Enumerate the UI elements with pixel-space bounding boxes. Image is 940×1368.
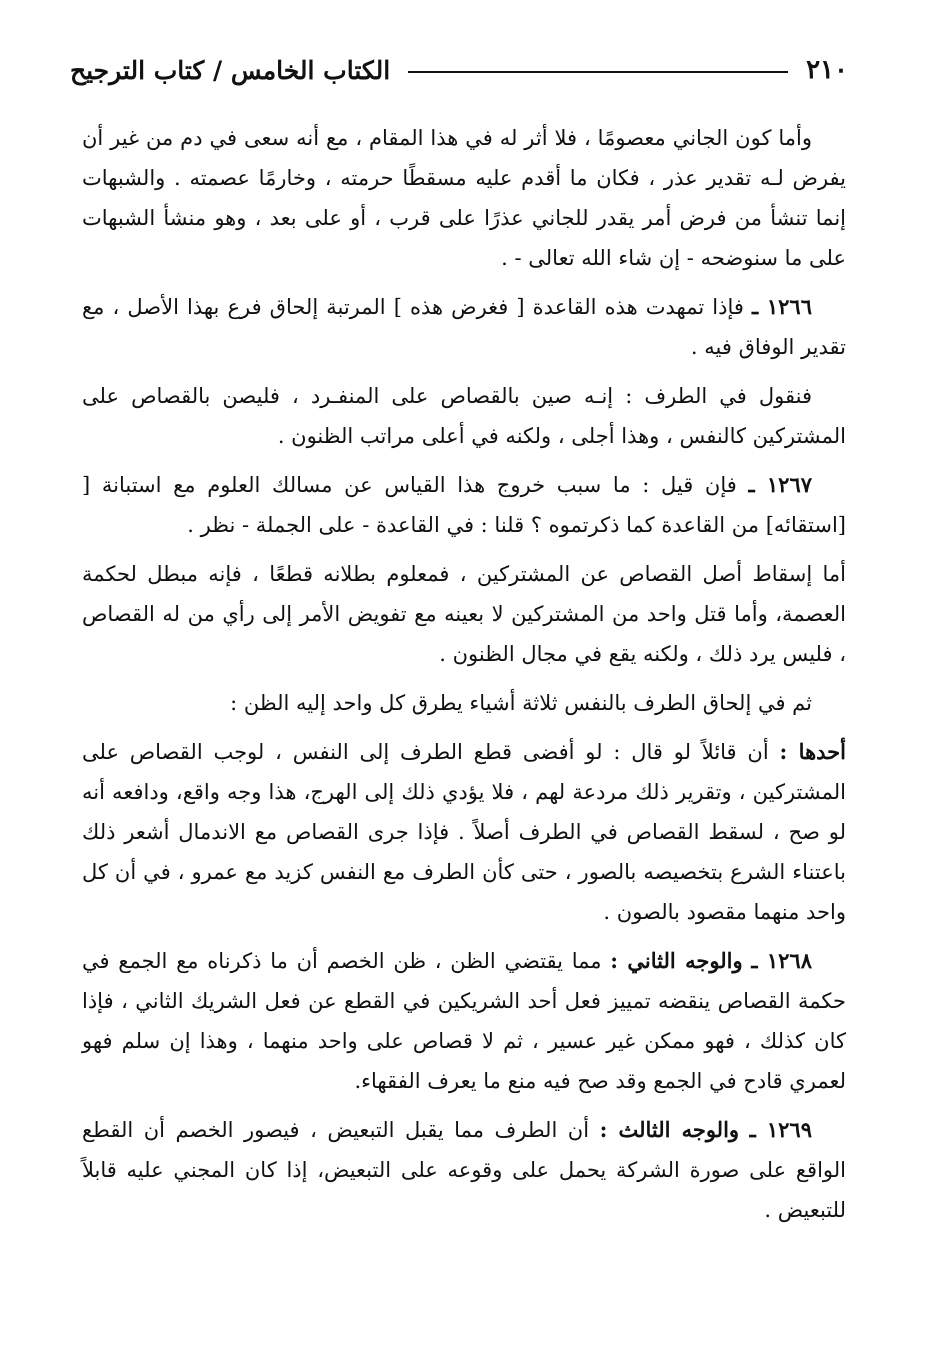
paragraph-lead: أحدها : [779, 739, 846, 764]
header-rule [408, 71, 788, 73]
paragraph-number: ١٢٦٦ ـ [752, 294, 812, 319]
paragraph-text: ثم في إلحاق الطرف بالنفس ثلاثة أشياء يطرق كل واحد إليه الظن : [230, 691, 812, 715]
paragraph-text: مما يقتضي الظن ، ظن الخصم أن ما ذكرناه مع الجمع في حكمة القصاص ينقضه تمييز فعل أحد الشريكين في القطع عن فعل الشريك الثاني ، فإذا كان كذلك ، فهو ممكن غير عسير ، ثم لا قصاص على واحد منهما ، وهذا إن سلم فهو لعمري قادح في الجمع وقد صح فيه منع ما يعرف الفقهاء. [82, 949, 846, 1093]
paragraph-number: ١٢٦٩ ـ [749, 1117, 812, 1142]
paragraph-text: أن الطرف مما يقبل التبعيض ، فيصور الخصم أن القطع الواقع على صورة الشركة يحمل على وقوعه على التبعيض، إذا كان المجني عليه قابلاً للتبعيض . [82, 1118, 846, 1222]
paragraph [82, 732, 846, 932]
paragraph-text: فإذا تمهدت هذه القاعدة [ فغرض هذه ] المرتبة إلحاق فرع بهذا الأصل ، مع تقدير الوفاق فيه . [82, 295, 846, 359]
page-body [82, 118, 846, 1239]
paragraph [82, 118, 846, 278]
numbered-paragraph [82, 941, 846, 1101]
paragraph-lead: والوجه الثالث : [599, 1117, 740, 1142]
running-title: الكتاب الخامس / كتاب الترجيح [70, 55, 391, 85]
paragraph [82, 683, 846, 723]
numbered-paragraph [82, 287, 846, 367]
paragraph-text: أن قائلاً لو قال : لو أفضى قطع الطرف إلى النفس ، لوجب القصاص على المشتركين ، وتقرير ذلك مردعة لهم ، فلا يؤدي ذلك إلى الهرج، هذا وجه واقع، ودافعه أنه لو صح ، لسقط القصاص في الطرف أصلاً . فإذا جرى القصاص مع الاندمال أشعر ذلك باعتناء الشرع بتخصيصه بالصور ، حتى كأن الطرف مع النفس كزيد مع عمرو ، في أن كل واحد منهما مقصود بالصون . [82, 740, 846, 924]
paragraph-text: أما إسقاط أصل القصاص عن المشتركين ، فمعلوم بطلانه قطعًا ، فإنه مبطل لحكمة العصمة، وأما قتل واحد من المشتركين لا بعينه مع تفويض الأمر إلى رأي من له القصاص ، فليس يرد ذلك ، ولكنه يقع في مجال الظنون . [82, 562, 846, 666]
numbered-paragraph [82, 465, 846, 545]
paragraph-number: ١٢٦٧ ـ [748, 472, 813, 497]
paragraph-text: فإن قيل : ما سبب خروج هذا القياس عن مسالك العلوم مع استبانة [ [استقائه] من القاعدة كما ذكرتموه ؟ قلنا : في القاعدة - على الجملة - نظر . [82, 473, 846, 537]
paragraph [82, 376, 846, 456]
numbered-paragraph [82, 1110, 846, 1230]
paragraph-text: فنقول في الطرف : إنـه صين بالقصاص على المنفـرد ، فليصن بالقصاص على المشتركين كالنفس ، وهذا أجلى ، ولكنه في أعلى مراتب الظنون . [82, 384, 846, 448]
paragraph-text: وأما كون الجاني معصومًا ، فلا أثر له في هذا المقام ، مع أنه سعى في دم من غير أن يفرض لـه تقدير عذر ، فكان ما أقدم عليه مسقطًا حرمته ، وخارمًا عصمته . والشبهات إنما تنشأ من فرض أمر يقدر للجاني عذرًا على قرب ، أو على بعد ، وهو منشأ الشبهات على ما سنوضحه - إن شاء الله تعالى - . [82, 126, 846, 270]
paragraph-number: ١٢٦٨ ـ [751, 948, 812, 973]
page-header [70, 50, 848, 90]
paragraph [82, 554, 846, 674]
page-number: ٢١٠ [806, 55, 848, 85]
paragraph-lead: والوجه الثاني : [610, 948, 743, 973]
